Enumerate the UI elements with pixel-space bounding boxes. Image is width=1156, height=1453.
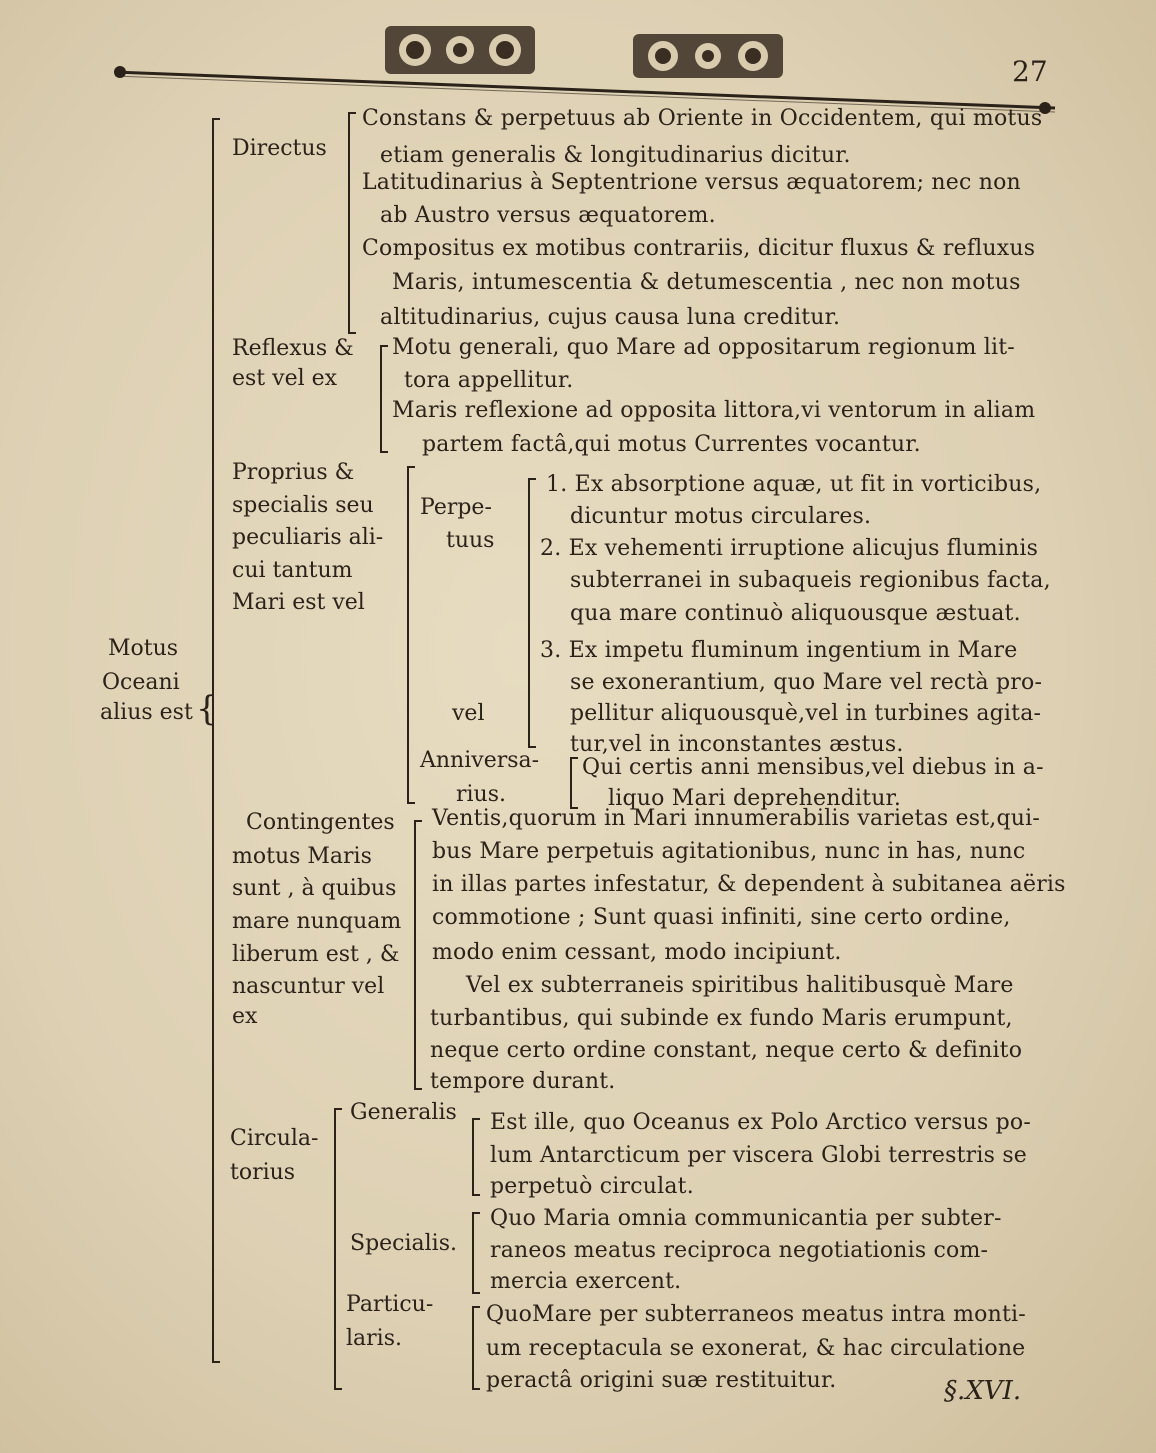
root-label-line-2: Oceani bbox=[102, 670, 180, 695]
directus-item-2-line-1: Latitudinarius à Septentrione versus æquatorem; nec non bbox=[362, 170, 1021, 195]
reflexus-label-line-1: Reflexus & bbox=[232, 336, 354, 361]
generalis-item-line-1: Est ille, quo Oceanus ex Polo Arctico versus po- bbox=[490, 1110, 1031, 1135]
circulatorius-label-line-2: torius bbox=[230, 1160, 296, 1185]
contingentes-item-1-line-1: Ventis,quorum in Mari innumerabilis varietas est,qui- bbox=[432, 806, 1040, 831]
anniversarius-item-line-2: liquo Mari deprehenditur. bbox=[608, 786, 902, 811]
generalis-item-line-2: lum Antarcticum per viscera Globi terrestris se bbox=[490, 1143, 1028, 1168]
directus-item-1-line-2: etiam generalis & longitudinarius dicitur. bbox=[380, 143, 851, 168]
proprius-label-line-2: specialis seu bbox=[232, 493, 374, 518]
proprius-brace bbox=[407, 466, 409, 804]
contingentes-brace bbox=[414, 820, 416, 1090]
page-number: 27 bbox=[1012, 55, 1048, 88]
vel-label: vel bbox=[452, 701, 485, 726]
specialis-brace bbox=[472, 1212, 474, 1294]
proprius-label-line-5: Mari est vel bbox=[232, 590, 365, 615]
directus-label: Directus bbox=[232, 136, 327, 161]
proprius-label-line-3: peculiaris ali- bbox=[232, 525, 384, 550]
anniversarius-brace bbox=[570, 757, 572, 809]
anniversarius-item-line-1: Qui certis anni mensibus,vel diebus in a- bbox=[582, 755, 1044, 780]
contingentes-label-line-5: liberum est , & bbox=[232, 942, 400, 967]
contingentes-item-1-line-5: modo enim cessant, modo incipiunt. bbox=[432, 940, 842, 965]
contingentes-item-2-line-2: turbantibus, qui subinde ex fundo Maris erumpunt, bbox=[430, 1006, 1013, 1031]
contingentes-label-line-4: mare nunquam bbox=[232, 909, 402, 934]
contingentes-item-1-line-2: bus Mare perpetuis agitationibus, nunc in has, nunc bbox=[432, 839, 1026, 864]
perpetuus-item-2-line-2: subterranei in subaqueis regionibus facta, bbox=[570, 568, 1051, 593]
reflexus-item-2-line-1: Maris reflexione ad opposita littora,vi ventorum in aliam bbox=[392, 398, 1036, 423]
contingentes-item-2-line-4: tempore durant. bbox=[430, 1069, 616, 1094]
directus-brace bbox=[348, 112, 350, 334]
circulatorius-brace bbox=[334, 1108, 336, 1390]
contingentes-label-line-6: nascuntur vel bbox=[232, 974, 385, 999]
reflexus-item-2-line-2: partem factâ,qui motus Currentes vocantur. bbox=[422, 432, 921, 457]
reflexus-item-1-line-2: tora appellitur. bbox=[404, 368, 574, 393]
perpetuus-item-2-line-3: qua mare continuò aliquousque æstuat. bbox=[570, 601, 1021, 626]
main-brace-point: { bbox=[196, 689, 218, 729]
reflexus-item-1-line-1: Motu generali, quo Mare ad oppositarum regionum lit- bbox=[392, 335, 1015, 360]
root-label-line-1: Motus bbox=[108, 636, 179, 661]
perpetuus-item-3-line-2: se exonerantium, quo Mare vel rectà pro- bbox=[570, 670, 1043, 695]
anniversarius-label-line-1: Anniversa- bbox=[420, 748, 540, 773]
perpetuus-label-line-2: tuus bbox=[446, 528, 495, 553]
particularis-item-line-1: QuoMare per subterraneos meatus intra monti- bbox=[486, 1302, 1026, 1327]
perpetuus-item-3-line-3: pellitur aliquousquè,vel in turbines agita- bbox=[570, 701, 1042, 726]
directus-item-3-line-3: altitudinarius, cujus causa luna creditur. bbox=[380, 305, 841, 330]
perpetuus-item-1-line-1: 1. Ex absorptione aquæ, ut fit in vorticibus, bbox=[546, 472, 1042, 497]
section-marker: §.XVI. bbox=[944, 1376, 1022, 1406]
particularis-label-line-1: Particu- bbox=[346, 1292, 434, 1317]
contingentes-label-line-3: sunt , à quibus bbox=[232, 876, 397, 901]
reflexus-label-line-2: est vel ex bbox=[232, 366, 338, 391]
root-label-line-3: alius est bbox=[100, 700, 193, 725]
contingentes-label-line-7: ex bbox=[232, 1004, 258, 1029]
generalis-brace bbox=[472, 1118, 474, 1196]
perpetuus-item-1-line-2: dicuntur motus circulares. bbox=[570, 504, 872, 529]
specialis-item-line-1: Quo Maria omnia communicantia per subter- bbox=[490, 1206, 1002, 1231]
particularis-brace bbox=[472, 1306, 474, 1390]
specialis-item-line-3: mercia exercent. bbox=[490, 1269, 682, 1294]
perpetuus-item-2-line-1: 2. Ex vehementi irruptione alicujus fluminis bbox=[540, 536, 1039, 561]
directus-item-1-line-1: Constans & perpetuus ab Oriente in Occidentem, qui motus bbox=[362, 106, 1043, 131]
perpetuus-item-3-line-4: tur,vel in inconstantes æstus. bbox=[570, 732, 904, 757]
generalis-item-line-3: perpetuò circulat. bbox=[490, 1174, 694, 1199]
directus-item-3-line-1: Compositus ex motibus contrariis, dicitur fluxus & refluxus bbox=[362, 236, 1036, 261]
contingentes-label-line-2: motus Maris bbox=[232, 844, 372, 869]
perpetuus-item-3-line-1: 3. Ex impetu fluminum ingentium in Mare bbox=[540, 638, 1018, 663]
specialis-label: Specialis. bbox=[350, 1231, 458, 1256]
directus-item-2-line-2: ab Austro versus æquatorem. bbox=[380, 203, 716, 228]
proprius-label-line-1: Proprius & bbox=[232, 460, 355, 485]
directus-item-3-line-2: Maris, intumescentia & detumescentia , nec non motus bbox=[392, 270, 1021, 295]
contingentes-label-line-1: Contingentes bbox=[246, 810, 395, 835]
main-brace bbox=[212, 118, 214, 1363]
contingentes-item-1-line-3: in illas partes infestatur, & dependent à subitanea aëris bbox=[432, 872, 1066, 897]
perpetuus-brace bbox=[528, 478, 530, 748]
particularis-item-line-3: peractâ origini suæ restituitur. bbox=[486, 1368, 837, 1393]
anniversarius-label-line-2: rius. bbox=[456, 782, 507, 807]
particularis-item-line-2: um receptacula se exonerat, & hac circulatione bbox=[486, 1336, 1026, 1361]
contingentes-item-1-line-4: commotione ; Sunt quasi infiniti, sine certo ordine, bbox=[432, 905, 1011, 930]
generalis-label: Generalis bbox=[350, 1100, 457, 1125]
specialis-item-line-2: raneos meatus reciproca negotiationis com- bbox=[490, 1238, 989, 1263]
contingentes-item-2-line-3: neque certo ordine constant, neque certo & definito bbox=[430, 1038, 1023, 1063]
proprius-label-line-4: cui tantum bbox=[232, 558, 353, 583]
perpetuus-label-line-1: Perpe- bbox=[420, 495, 492, 520]
contingentes-item-2-line-1: Vel ex subterraneis spiritibus halitibusquè Mare bbox=[466, 973, 1014, 998]
circulatorius-label-line-1: Circula- bbox=[230, 1126, 319, 1151]
particularis-label-line-2: laris. bbox=[346, 1326, 402, 1351]
reflexus-brace bbox=[380, 345, 382, 453]
